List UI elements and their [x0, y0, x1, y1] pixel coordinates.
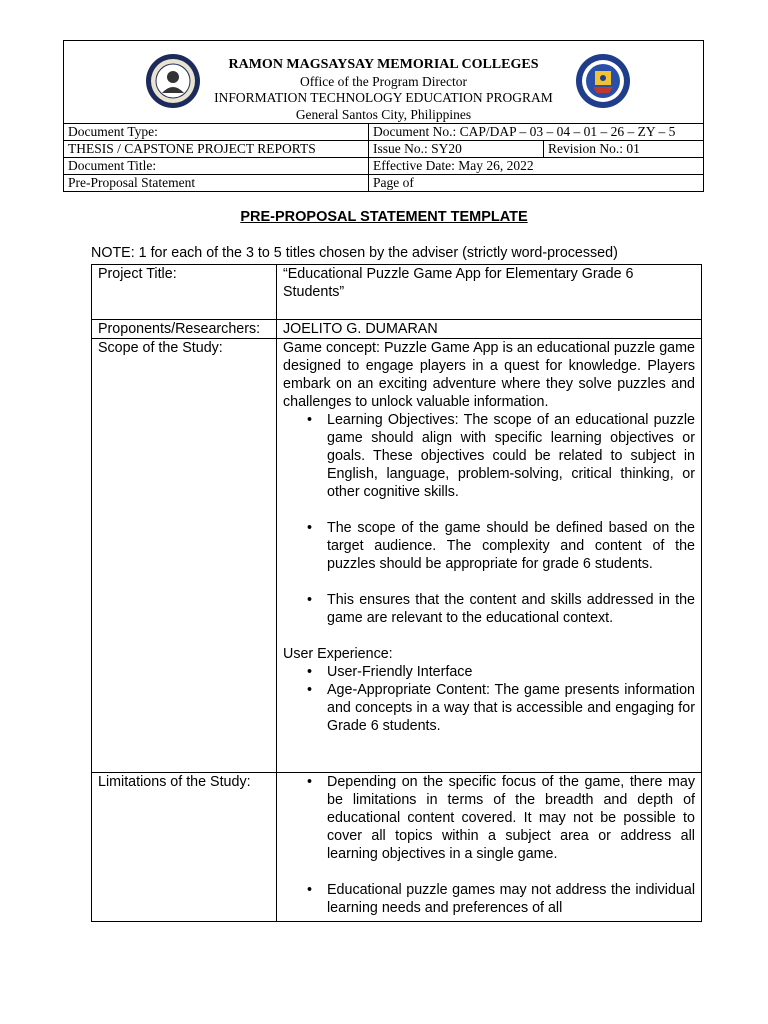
scope-bullet-list	[283, 591, 695, 627]
office-name: Office of the Program Director	[300, 73, 467, 89]
limitations-label: Limitations of the Study:	[92, 773, 277, 921]
proponents-label: Proponents/Researchers:	[92, 320, 277, 338]
list-item: • Depending on the specific focus of the game, there may be limitations in terms of the breadth and depth of educational content covered. It may not be possible to cover all topics within a subject area or address all learning objectives in a single game.	[327, 773, 695, 863]
scope-value	[277, 339, 701, 772]
program-seal-logo	[575, 53, 631, 109]
list-item: • This ensures that the content and skills addressed in the game are relevant to the educational context.	[327, 591, 695, 627]
meta-row	[64, 141, 703, 158]
location: General Santos City, Philippines	[295, 106, 472, 122]
program-name: INFORMATION TECHNOLOGY EDUCATION PROGRAM	[214, 90, 553, 105]
proponents-row	[92, 320, 701, 339]
meta-row	[64, 158, 703, 175]
effective-date: Effective Date: May 26, 2022	[369, 158, 704, 175]
page-title: PRE-PROPOSAL STATEMENT TEMPLATE	[240, 209, 528, 225]
doc-title-label: Document Title:	[64, 158, 369, 175]
limitations-bullet-list	[283, 881, 695, 917]
document-meta-table	[64, 123, 703, 191]
scope-label: Scope of the Study:	[92, 339, 277, 772]
list-item: • User-Friendly Interface	[327, 663, 695, 681]
doc-type-value: THESIS / CAPSTONE PROJECT REPORTS	[64, 141, 369, 158]
note-text: NOTE: 1 for each of the 3 to 5 titles chosen by the adviser (strictly word-processed)	[91, 245, 618, 261]
ux-bullet-list	[283, 663, 695, 735]
project-title-value: “Educational Puzzle Game App for Elementary Grade 6 Students”	[283, 266, 634, 300]
scope-bullet-list	[283, 519, 695, 573]
doc-type-label: Document Type:	[64, 124, 369, 141]
list-item: • The scope of the game should be defined based on the target audience. The complexity and content of the puzzles should be appropriate for grade 6 students.	[327, 519, 695, 573]
meta-row	[64, 124, 703, 141]
doc-number: Document No.: CAP/DAP – 03 – 04 – 01 – 26 – ZY – 5	[369, 124, 704, 141]
issue-number: Issue No.: SY20	[369, 141, 544, 158]
meta-row	[64, 175, 703, 192]
project-title-row	[92, 265, 701, 320]
scope-row	[92, 339, 701, 773]
college-name: RAMON MAGSAYSAY MEMORIAL COLLEGES	[228, 57, 539, 72]
proponents-value: JOELITO G. DUMARAN	[283, 321, 438, 337]
project-title-label: Project Title:	[92, 265, 277, 319]
list-item: • Age-Appropriate Content: The game presents information and concepts in a way that is accessible and engaging for Grade 6 students.	[327, 681, 695, 735]
limitations-value	[277, 773, 701, 921]
revision-number: Revision No.: 01	[544, 141, 704, 158]
page-of: Page of	[369, 175, 704, 192]
list-item: • Learning Objectives: The scope of an educational puzzle game should align with specific learning objectives or goals. These objectives could be related to subject in English, language, problem-solving, critical thinking, or other cognitive skills.	[327, 411, 695, 501]
limitations-row	[92, 773, 701, 921]
header-banner	[64, 41, 703, 123]
limitations-bullet-list	[283, 773, 695, 863]
doc-title-value: Pre-Proposal Statement	[64, 175, 369, 192]
user-experience-title: User Experience:	[283, 646, 393, 662]
scope-intro: Game concept: Puzzle Game App is an educational puzzle game designed to engage players in a quest for knowledge. Players embark on an exciting adventure where they solve puzzles and challenges to unlock valuable information.	[283, 340, 695, 410]
scope-bullet-list	[283, 411, 695, 501]
proposal-table	[91, 264, 702, 922]
list-item: • Educational puzzle games may not address the individual learning needs and preferences of all	[327, 881, 695, 917]
document-header	[63, 40, 704, 192]
